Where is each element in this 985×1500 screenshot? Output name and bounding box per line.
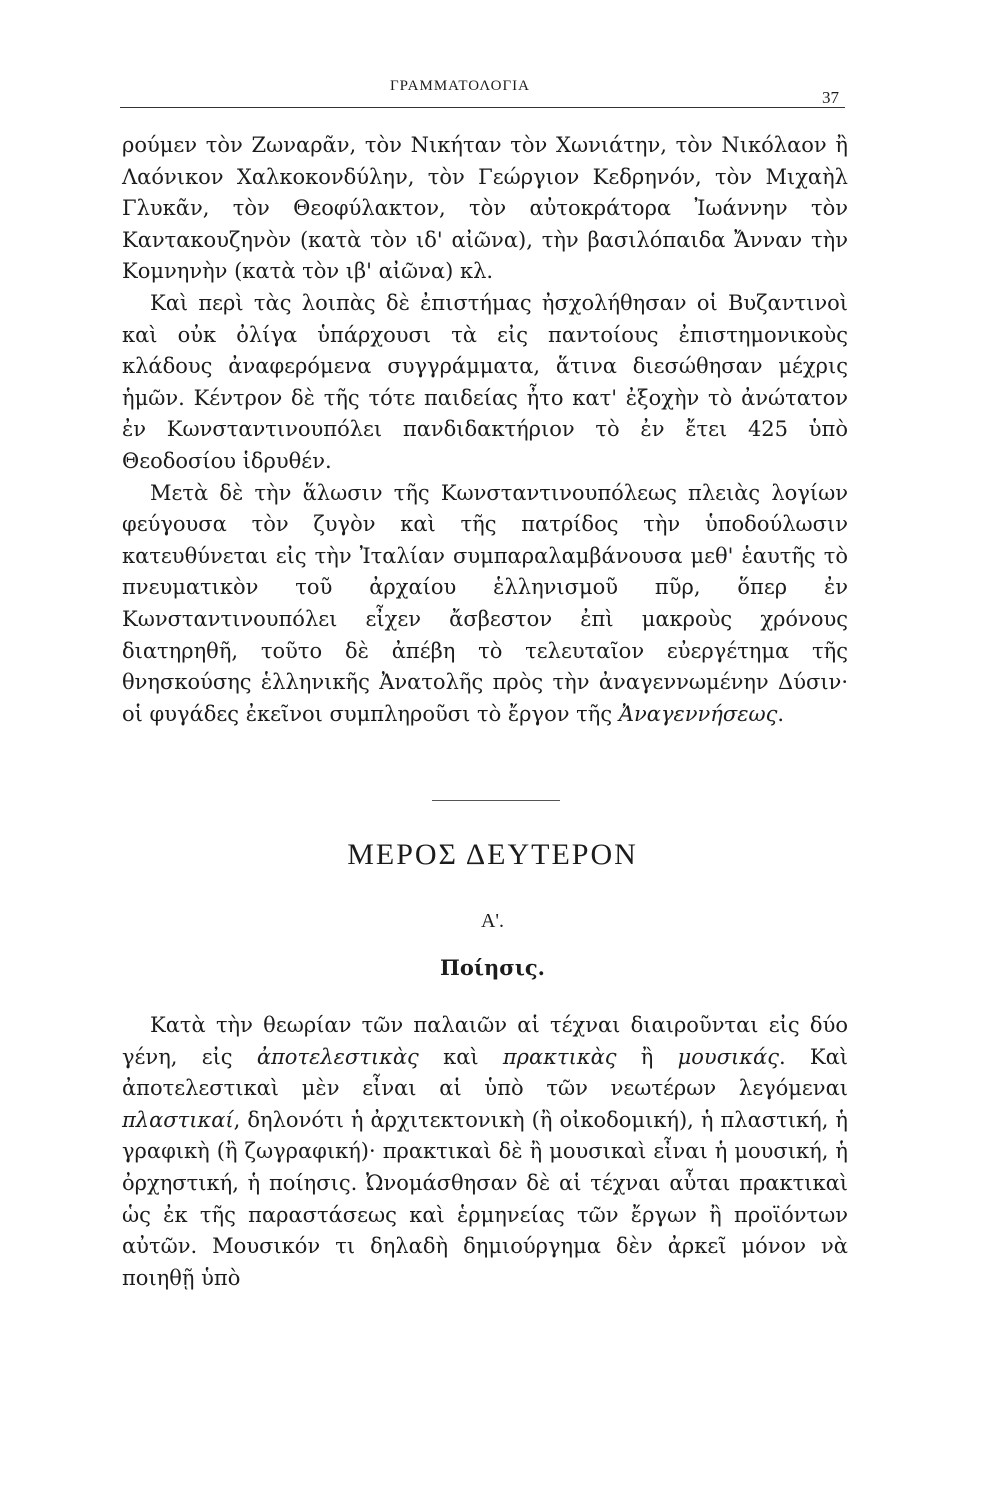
body-text-upper	[122, 130, 848, 730]
text-run: , δηλονότι ἡ ἀρχιτεκτονικὴ (ἢ οἰκοδομική), ἡ πλαστική, ἡ γραφικὴ (ἢ ζωγραφική)· πρακτικαὶ δὲ ἢ μουσικαὶ εἶναι ἡ μουσική, ἡ ὀρχηστική, ἡ ποίησις. Ὠνομάσθησαν δὲ αἱ τέχναι αὗται πρακτικαὶ ὡς ἐκ τῆς παραστάσεως καὶ ἑρμηνείας τῶν ἔργων ἢ προϊόντων αὐτῶν. Μουσικόν τι δηλαδὴ δημιούργημα δὲν ἀρκεῖ μόνον νὰ ποιηθῇ ὑπὸ	[122, 1107, 848, 1290]
body-text-lower	[122, 1010, 848, 1294]
text-run: καὶ	[443, 1044, 479, 1069]
text-run: ἢ	[640, 1044, 654, 1069]
paragraph-byzantine-sciences: Καὶ περὶ τὰς λοιπὰς δὲ ἐπιστήμας ἠσχολήθησαν οἱ Βυζαντινοὶ καὶ οὐκ ὀλίγα ὑπάρχουσι τὰ εἰς παντοίους ἐπιστημονικοὺς κλάδους ἀναφερόμενα συγγράμματα, ἅτινα διεσώθησαν μέχρις ἡμῶν. Κέντρον δὲ τῆς τότε παιδείας ἦτο κατ' ἐξοχὴν τὸ ἀνώτατον ἐν Κωνσταντινουπόλει πανδιδακτήριον τὸ ἐν ἔτει 425 ὑπὸ Θεοδοσίου ἱδρυθέν.	[122, 290, 848, 473]
section-letter: Α'.	[480, 910, 505, 932]
paragraph-arts-classification	[122, 1010, 848, 1294]
header-rule	[120, 107, 845, 108]
text-run: . Καὶ ἀποτελεστικαὶ μὲν εἶναι αἱ ὑπὸ τῶν νεωτέρων λεγόμεναι	[122, 1044, 848, 1101]
page-number: 37	[822, 88, 839, 107]
italic-term: πλαστικαί	[122, 1107, 234, 1132]
section-divider	[432, 800, 560, 801]
paragraph-continued: ρούμεν τὸν Ζωναρᾶν, τὸν Νικήταν τὸν Χωνιάτην, τὸν Νικόλαον ἢ Λαόνικον Χαλκοκονδύλην, τὸν Γεώργιον Κεδρηνόν, τὸν Μιχαὴλ Γλυκᾶν, τὸν Θεοφύλακτον, τὸν αὐτοκράτορα Ἰωάννην τὸν Καντακουζηνὸν (κατὰ τὸν ιδ' αἰῶνα), τὴν βασιλόπαιδα Ἄνναν τὴν Κομνηνὴν (κατὰ τὸν ιβ' αἰῶνα) κλ.	[122, 133, 848, 284]
italic-term: ἀποτελεστικὰς	[256, 1044, 419, 1069]
text-run: Κατὰ τὴν θεωρίαν τῶν παλαιῶν αἱ τέχναι διαιροῦνται εἰς δύο γένη, εἰς	[122, 1013, 848, 1069]
part-title: ΜΕΡΟΣ ΔΕΥΤΕΡΟΝ	[347, 838, 638, 871]
paragraph-end-punct: .	[777, 701, 785, 726]
italic-term: πρακτικὰς	[502, 1044, 617, 1069]
running-head-title: ΓΡΑΜΜΑΤΟΛΟΓΙΑ	[390, 78, 530, 94]
paragraph-text: Μετὰ δὲ τὴν ἅλωσιν τῆς Κωνσταντινουπόλεως πλειὰς λογίων φεύγουσα τὸν ζυγὸν καὶ τῆς πατρίδος τὴν ὑποδούλωσιν κατευθύνεται εἰς τὴν Ἰταλίαν συμπαραλαμβάνουσα μεθ' ἑαυτῆς τὸ πνευματικὸν τοῦ ἀρχαίου ἑλληνισμοῦ πῦρ, ὅπερ ἐν Κωνσταντινουπόλει εἶχεν ἄσβεστον ἐπὶ μακροὺς χρόνους διατηρηθῆ, τοῦτο δὲ ἀπέβη τὸ τελευταῖον εὐεργέτημα τῆς θνησκούσης ἑλληνικῆς Ἀνατολῆς πρὸς τὴν ἀναγεννωμένην Δύσιν· οἱ φυγάδες ἐκεῖνοι συμπληροῦσι τὸ ἔργον τῆς	[122, 480, 848, 726]
italic-term-renaissance: Ἀναγεννήσεως	[618, 701, 778, 726]
section-title: Ποίησις.	[439, 955, 545, 980]
paragraph-fall-of-constantinople	[122, 478, 848, 731]
italic-term: μουσικάς	[677, 1044, 779, 1069]
